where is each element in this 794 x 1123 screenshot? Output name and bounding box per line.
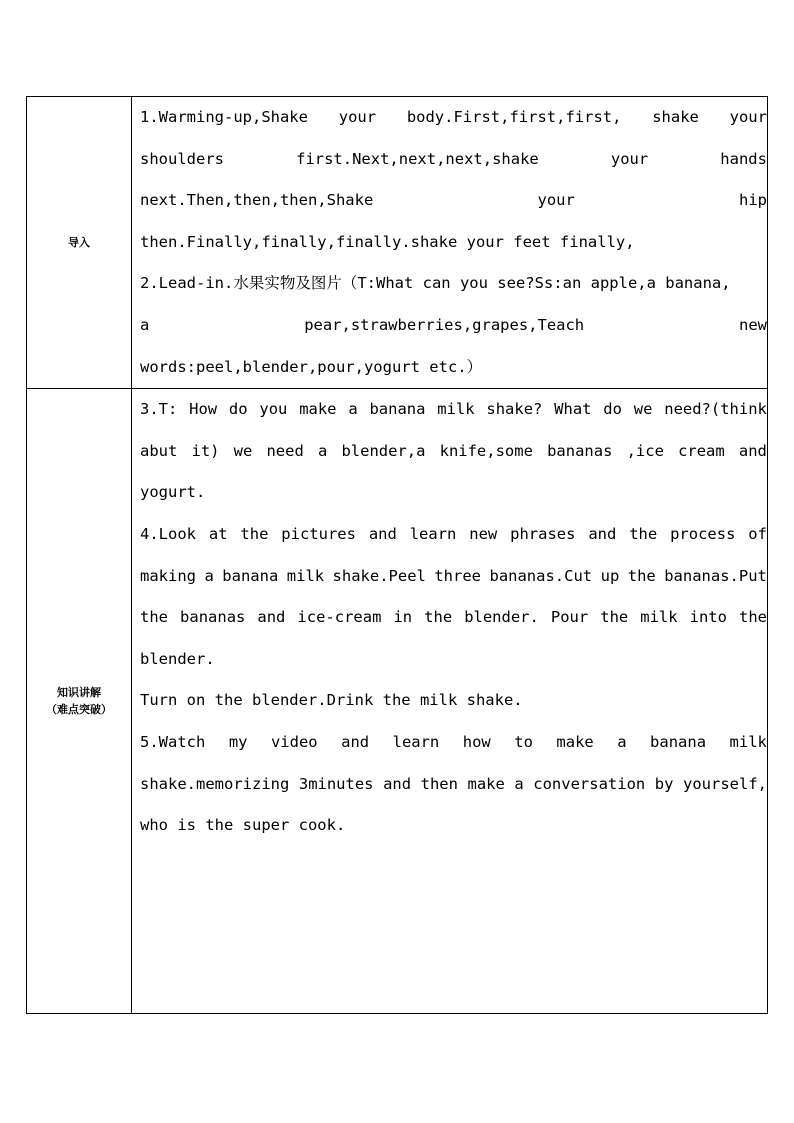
text-segment: the bbox=[627, 566, 656, 585]
text-segment: milk bbox=[437, 400, 475, 419]
text-segment: three bbox=[434, 566, 482, 585]
text-segment: do bbox=[603, 400, 622, 419]
text-segment: banana bbox=[650, 732, 707, 751]
text-segment: your bbox=[610, 149, 649, 168]
text-segment: hip bbox=[739, 191, 767, 210]
text-segment: make bbox=[556, 732, 594, 751]
text-segment: need?(think bbox=[664, 400, 767, 419]
text-segment: your bbox=[537, 191, 575, 210]
text-segment: milk bbox=[640, 608, 678, 627]
text-segment: 3.T: bbox=[140, 400, 178, 419]
text-segment: banana bbox=[222, 566, 279, 585]
text-segment: a bbox=[204, 566, 214, 585]
text-line bbox=[140, 97, 767, 139]
text-segment: a bbox=[617, 732, 627, 751]
text-line bbox=[140, 805, 767, 847]
text-line bbox=[140, 639, 767, 681]
text-segment: hands bbox=[720, 149, 767, 168]
text-segment: then.Finally,finally,finally.shake your feet finally, bbox=[140, 232, 635, 251]
row-content-cell bbox=[132, 97, 768, 389]
text-segment: abut bbox=[140, 441, 178, 460]
text-segment: the bbox=[738, 608, 767, 627]
text-segment: how bbox=[462, 732, 491, 751]
text-segment: 3minutes bbox=[298, 774, 374, 793]
text-segment: next.Then,then,then,Shake bbox=[140, 191, 374, 210]
text-segment: process bbox=[670, 524, 736, 543]
text-line bbox=[140, 263, 767, 305]
text-line bbox=[140, 347, 767, 389]
text-segment: the bbox=[600, 608, 629, 627]
text-segment: learn bbox=[409, 524, 457, 543]
row-label-cell bbox=[27, 97, 132, 389]
text-segment: the bbox=[240, 524, 269, 543]
text-segment: who is the super cook. bbox=[140, 816, 346, 835]
text-segment: at bbox=[208, 524, 228, 543]
text-segment: blender. bbox=[140, 649, 215, 668]
text-line bbox=[140, 180, 767, 222]
text-segment: of bbox=[748, 524, 767, 543]
text-segment: yogurt. bbox=[140, 483, 206, 502]
text-segment: a bbox=[514, 774, 524, 793]
text-segment: pear,strawberries,grapes,Teach bbox=[304, 315, 585, 334]
text-segment: yourself, bbox=[683, 774, 767, 793]
text-segment: need bbox=[266, 441, 304, 460]
text-line bbox=[140, 139, 767, 181]
text-line bbox=[140, 389, 767, 431]
table-row-intro bbox=[27, 97, 768, 389]
text-segment: make bbox=[299, 400, 337, 419]
text-segment: bananas.Put bbox=[664, 566, 767, 585]
text-segment: make bbox=[467, 774, 505, 793]
text-segment: 2.Lead-in.水果实物及图片（T:What can you see?Ss:an apple,a banana, bbox=[140, 274, 731, 293]
text-segment: a bbox=[348, 400, 358, 419]
text-segment: body.First,first,first, bbox=[406, 108, 622, 126]
row-label: 导入 bbox=[68, 236, 90, 250]
text-segment: bananas.Cut bbox=[489, 566, 593, 585]
text-segment: first.Next,next,next,shake bbox=[296, 149, 539, 168]
text-segment: knife,some bbox=[439, 441, 533, 460]
text-line bbox=[140, 680, 767, 722]
text-segment: and bbox=[341, 732, 370, 751]
text-segment: ,ice bbox=[626, 441, 664, 460]
text-segment: bananas bbox=[547, 441, 613, 460]
text-segment: blender. bbox=[464, 608, 539, 627]
text-segment: learn bbox=[392, 732, 440, 751]
text-segment: you bbox=[259, 400, 288, 419]
text-segment: it) bbox=[191, 441, 220, 460]
text-segment: making bbox=[140, 566, 196, 585]
text-segment: video bbox=[270, 732, 318, 751]
text-segment: new bbox=[739, 315, 767, 334]
text-line bbox=[140, 556, 767, 598]
text-line bbox=[140, 222, 767, 264]
text-segment: shake? bbox=[486, 400, 543, 419]
text-segment: and bbox=[257, 608, 286, 627]
text-segment: shake bbox=[652, 108, 699, 126]
text-segment: we bbox=[633, 400, 653, 419]
text-segment: pictures bbox=[281, 524, 356, 543]
text-segment: blender,a bbox=[341, 441, 426, 460]
text-segment: 1.Warming-up,Shake bbox=[140, 108, 308, 126]
text-segment: shake.memorizing bbox=[140, 774, 290, 793]
text-segment: banana bbox=[369, 400, 426, 419]
text-segment: your bbox=[729, 108, 767, 126]
text-segment: shake.Peel bbox=[332, 566, 426, 585]
text-line bbox=[140, 305, 767, 347]
lesson-plan-table bbox=[26, 96, 768, 1014]
text-segment: Pour bbox=[550, 608, 589, 627]
text-segment: words:peel,blender,pour,yogurt etc.） bbox=[140, 357, 483, 376]
text-segment: my bbox=[228, 732, 248, 751]
text-segment: milk bbox=[286, 566, 325, 585]
text-segment: to bbox=[514, 732, 533, 751]
text-segment: and bbox=[368, 524, 397, 543]
text-segment: by bbox=[654, 774, 674, 793]
text-segment: then bbox=[420, 774, 458, 793]
text-segment: new bbox=[469, 524, 498, 543]
text-line bbox=[140, 431, 767, 473]
text-segment: up bbox=[600, 566, 620, 585]
text-segment: shoulders bbox=[140, 149, 224, 168]
text-segment: in bbox=[393, 608, 413, 627]
text-segment: conversation bbox=[533, 774, 646, 793]
text-segment: 4.Look bbox=[140, 524, 196, 543]
text-segment: What bbox=[554, 400, 592, 419]
text-segment: the bbox=[629, 524, 658, 543]
text-line bbox=[140, 764, 767, 806]
text-segment: Turn on the blender.Drink the milk shake. bbox=[140, 691, 523, 710]
row-content-cell bbox=[132, 389, 768, 1014]
text-segment: the bbox=[424, 608, 453, 627]
text-segment: and bbox=[588, 524, 617, 543]
text-segment: do bbox=[228, 400, 248, 419]
text-segment: and bbox=[383, 774, 412, 793]
text-segment: we bbox=[233, 441, 253, 460]
text-segment: phrases bbox=[510, 524, 576, 543]
text-segment: ice-cream bbox=[297, 608, 382, 627]
text-segment: the bbox=[140, 608, 168, 627]
text-segment: a bbox=[317, 441, 328, 460]
row-label: （难点突破） bbox=[46, 703, 112, 717]
text-segment: How bbox=[189, 400, 218, 419]
text-line bbox=[140, 514, 767, 556]
text-segment: bananas bbox=[180, 608, 246, 627]
text-segment: your bbox=[338, 108, 377, 126]
text-line bbox=[140, 722, 767, 764]
text-line bbox=[140, 472, 767, 514]
text-line bbox=[140, 597, 767, 639]
text-segment: into bbox=[689, 608, 727, 627]
text-segment: cream bbox=[678, 441, 725, 460]
text-segment: and bbox=[738, 441, 767, 460]
row-label-cell bbox=[27, 389, 132, 1014]
text-segment: milk bbox=[729, 732, 767, 751]
text-segment: 5.Watch bbox=[140, 732, 206, 751]
text-segment: a bbox=[140, 315, 150, 334]
row-label: 知识讲解 bbox=[57, 686, 101, 700]
table-row-knowledge bbox=[27, 389, 768, 1014]
